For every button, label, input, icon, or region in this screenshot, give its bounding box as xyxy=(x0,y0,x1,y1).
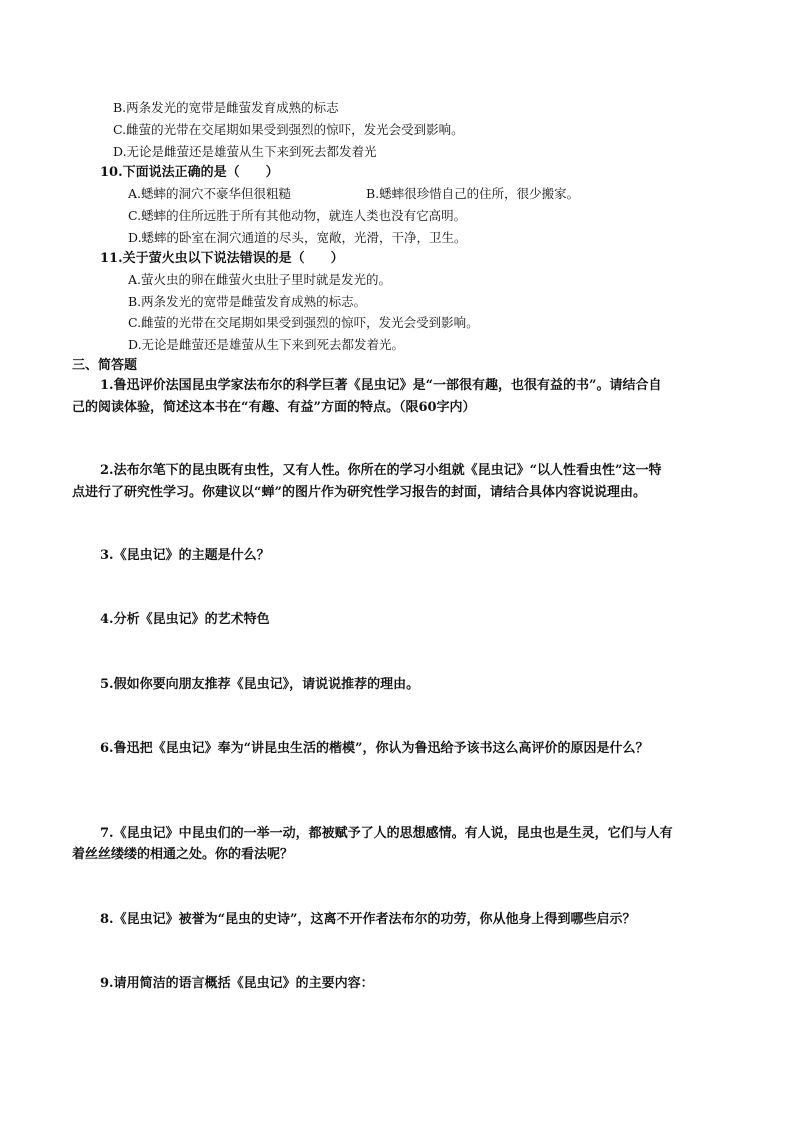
sq6: 6.鲁迅把《昆虫记》奉为“讲昆虫生活的楷模”，你认为鲁迅给予该书这么高评价的原因是什么？ xyxy=(100,741,649,756)
prev-option-b: B.两条发光的宽带是雌萤发育成熟的标志 xyxy=(113,100,339,115)
q10-stem: 10.下面说法正确的是（ ） xyxy=(100,165,279,180)
q11-option-c: C.雌萤的光带在交尾期如果受到强烈的惊吓，发光会受到影响。 xyxy=(128,315,479,330)
q11-stem: 11.关于萤火虫以下说法错误的是（ ） xyxy=(100,251,344,266)
q10-option-b: B.蟋蟀很珍惜自己的住所，很少搬家。 xyxy=(366,186,580,201)
sq1-line2: 己的阅读体验，简述这本书在“有趣、有益”方面的特点。（限60字内） xyxy=(72,400,476,415)
prev-option-c: C.雌萤的光带在交尾期如果受到强烈的惊吓，发光会受到影响。 xyxy=(113,122,464,137)
sq7-line2: 着丝丝缕缕的相通之处。你的看法呢？ xyxy=(72,847,294,862)
q10-option-a: A.蟋蟀的洞穴不豪华但很粗糙 xyxy=(128,186,292,201)
sq1-line1: 1.鲁迅评价法国昆虫学家法布尔的科学巨著《昆虫记》是“一部很有趣，也很有益的书”。请结合自 xyxy=(100,378,662,393)
sq2-line2: 点进行了研究性学习。你建议以“蝉”的图片作为研究性学习报告的封面，请结合具体内容说说理由。 xyxy=(72,485,646,500)
q10-option-d: D.蟋蟀的卧室在洞穴通道的尽头，宽敞，光滑，干净，卫生。 xyxy=(128,230,467,245)
q11-option-d: D.无论是雌萤还是雄萤从生下来到死去都发着光。 xyxy=(128,337,405,352)
sq5: 5.假如你要向朋友推荐《昆虫记》，请说说推荐的理由。 xyxy=(100,677,420,692)
sq7-line1: 7.《昆虫记》中昆虫们的一举一动，都被赋予了人的思想感情。有人说，昆虫也是生灵，它们与人有 xyxy=(100,826,673,841)
sq8: 8.《昆虫记》被誉为“昆虫的史诗”，这离不开作者法布尔的功劳，你从他身上得到哪些启示？ xyxy=(100,912,636,927)
q10-option-c: C.蟋蟀的住所远胜于所有其他动物，就连人类也没有它高明。 xyxy=(128,208,467,223)
prev-option-d: D.无论是雌萤还是雄萤从生下来到死去都发着光 xyxy=(113,144,377,159)
q11-option-a: A.萤火虫的卵在雌萤火虫肚子里时就是发光的。 xyxy=(128,272,392,287)
sq2-line1: 2.法布尔笔下的昆虫既有虫性，又有人性。你所在的学习小组就《昆虫记》“以人性看虫性”这一特 xyxy=(100,463,662,478)
section-title: 三、简答题 xyxy=(72,358,138,373)
q11-option-b: B.两条发光的宽带是雌萤发育成熟的标志。 xyxy=(128,294,367,309)
sq3: 3.《昆虫记》的主题是什么？ xyxy=(100,548,270,563)
sq9: 9.请用简洁的语言概括《昆虫记》的主要内容： xyxy=(100,976,374,991)
sq4: 4.分析《昆虫记》的艺术特色 xyxy=(100,612,270,627)
